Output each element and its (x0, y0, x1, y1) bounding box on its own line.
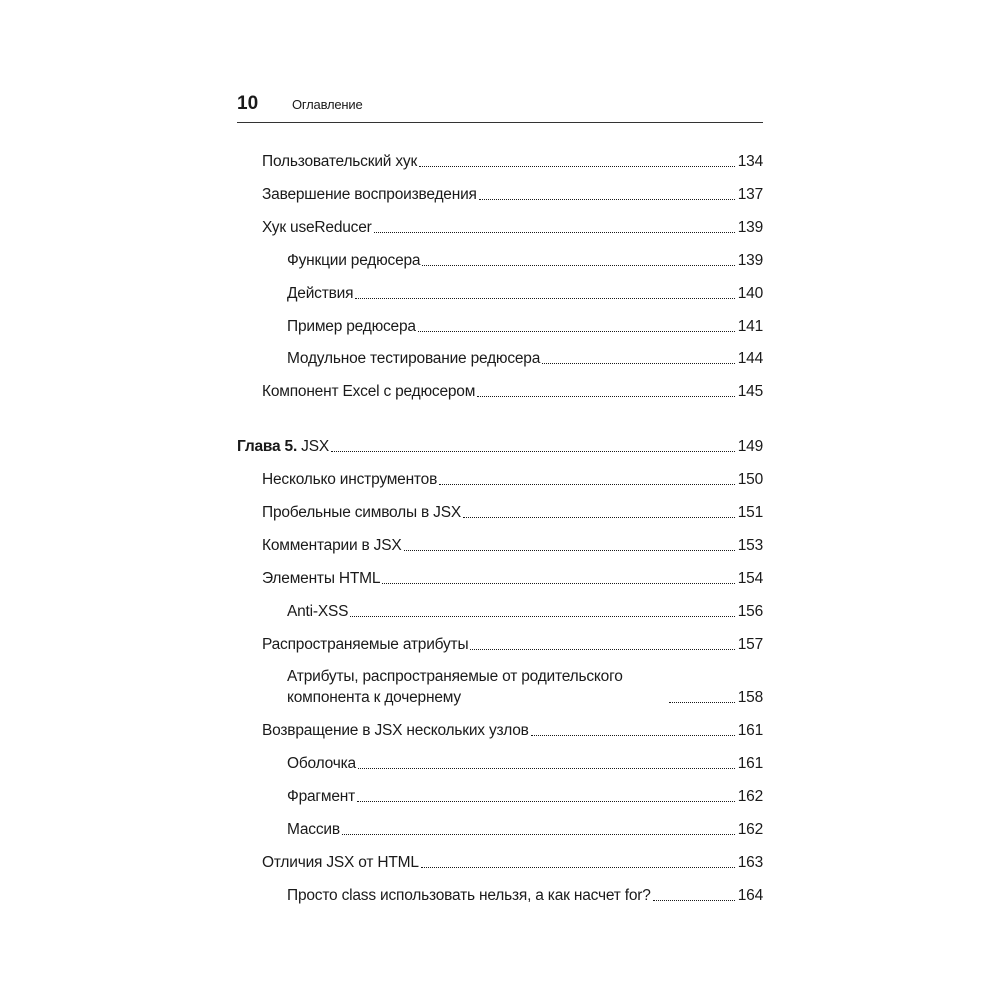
dot-leader (419, 165, 735, 167)
dot-leader (355, 297, 735, 299)
toc-entry-page: 154 (737, 570, 763, 587)
dot-leader (439, 483, 735, 485)
dot-leader (350, 615, 735, 617)
toc-entry[interactable] (237, 184, 763, 205)
toc-entry-title: Просто class использовать нельзя, а как насчет for? (287, 887, 651, 904)
dot-leader (470, 648, 735, 650)
toc-entry-title: Атрибуты, распространяемые от родительского компонента к дочернему (287, 668, 623, 706)
toc-entry-page: 153 (737, 537, 763, 554)
toc-entry-title: Элементы HTML (262, 570, 381, 587)
toc-entry-title: Оболочка (287, 755, 356, 772)
dot-leader (422, 264, 735, 266)
toc-entry-title: Хук useReducer (262, 219, 372, 236)
dot-leader (382, 582, 735, 584)
dot-leader (479, 198, 735, 200)
toc-entry[interactable] (237, 348, 763, 369)
toc-entry-page: 134 (737, 153, 763, 170)
toc-entry-page: 162 (737, 821, 763, 838)
toc-entry-title: Комментарии в JSX (262, 537, 402, 554)
dot-leader (477, 395, 735, 397)
toc-entry-title: Функции редюсера (287, 252, 421, 269)
toc-entry[interactable] (237, 885, 763, 906)
toc-entry-title: Распространяемые атрибуты (262, 636, 469, 653)
toc-entry[interactable] (237, 469, 763, 490)
toc-entry-page: 161 (737, 722, 763, 739)
dot-leader (463, 516, 735, 518)
dot-leader (331, 450, 735, 452)
dot-leader (357, 800, 735, 802)
toc-entry-page: 163 (737, 854, 763, 871)
toc-entry-page: 139 (737, 252, 763, 269)
dot-leader (404, 549, 736, 551)
toc-entry-title: Модульное тестирование редюсера (287, 350, 541, 367)
toc-entry[interactable] (237, 819, 763, 840)
chapter-title: JSX (301, 438, 329, 455)
toc-entry-page: 150 (737, 471, 763, 488)
toc-entry[interactable] (237, 316, 763, 337)
dot-leader (542, 362, 735, 364)
running-title: Оглавление (292, 97, 363, 112)
dot-leader (531, 734, 735, 736)
toc-entry-page: 161 (737, 755, 763, 772)
running-head (237, 92, 763, 123)
toc-entry-page: 145 (737, 383, 763, 400)
toc-entry[interactable] (237, 720, 763, 741)
toc-entry[interactable] (237, 786, 763, 807)
toc-entry-title: Несколько инструментов (262, 471, 438, 488)
toc-entry[interactable] (237, 568, 763, 589)
toc-entry[interactable] (237, 217, 763, 238)
toc-entry[interactable] (237, 634, 763, 655)
toc-entry[interactable] (237, 852, 763, 873)
toc-entry-title: Завершение воспроизведения (262, 186, 477, 203)
toc-entry-title: Anti-XSS (287, 603, 349, 620)
toc-entry-page: 162 (737, 788, 763, 805)
dot-leader (421, 866, 735, 868)
toc-entry-page: 156 (737, 603, 763, 620)
toc-entry[interactable] (237, 151, 763, 172)
toc-entry-title: Пробельные символы в JSX (262, 504, 462, 521)
toc-entry[interactable] (237, 601, 763, 622)
dot-leader (418, 330, 735, 332)
toc-entry-page: 157 (737, 636, 763, 653)
toc-entry-page: 158 (737, 689, 763, 706)
dot-leader (358, 767, 735, 769)
toc-entry[interactable] (237, 666, 763, 708)
toc-entry[interactable] (237, 535, 763, 556)
toc-entry-title: Компонент Excel с редюсером (262, 383, 476, 400)
toc-entry-page: 164 (737, 887, 763, 904)
dot-leader (342, 833, 735, 835)
toc-entry-title: Пользовательский хук (262, 153, 418, 170)
dot-leader (669, 701, 735, 703)
dot-leader (653, 899, 735, 901)
toc-entry-page: 141 (737, 318, 763, 335)
toc-entry-title: Действия (287, 285, 354, 302)
toc-entry[interactable] (237, 283, 763, 304)
toc-entry-title (237, 436, 329, 457)
toc-entry-title: Отличия JSX от HTML (262, 854, 419, 871)
toc-entry[interactable] (237, 250, 763, 271)
toc-entry-page: 139 (737, 219, 763, 236)
toc-entry-title: Фрагмент (287, 788, 356, 805)
toc-entry-page: 149 (737, 438, 763, 455)
dot-leader (374, 231, 735, 233)
toc-entry-page: 137 (737, 186, 763, 203)
toc-entry-title: Пример редюсера (287, 318, 416, 335)
toc-entry[interactable] (237, 753, 763, 774)
toc-entry[interactable] (237, 381, 763, 402)
chapter-label: Глава 5. (237, 438, 298, 455)
toc-entry-title: Массив (287, 821, 340, 838)
toc-entry-page: 140 (737, 285, 763, 302)
toc-entry[interactable] (237, 502, 763, 523)
toc-entry-page: 144 (737, 350, 763, 367)
toc-entry-title: Возвращение в JSX нескольких узлов (262, 722, 529, 739)
toc-entry-page: 151 (737, 504, 763, 521)
page-number: 10 (237, 93, 259, 114)
toc-chapter-entry[interactable] (237, 436, 763, 457)
